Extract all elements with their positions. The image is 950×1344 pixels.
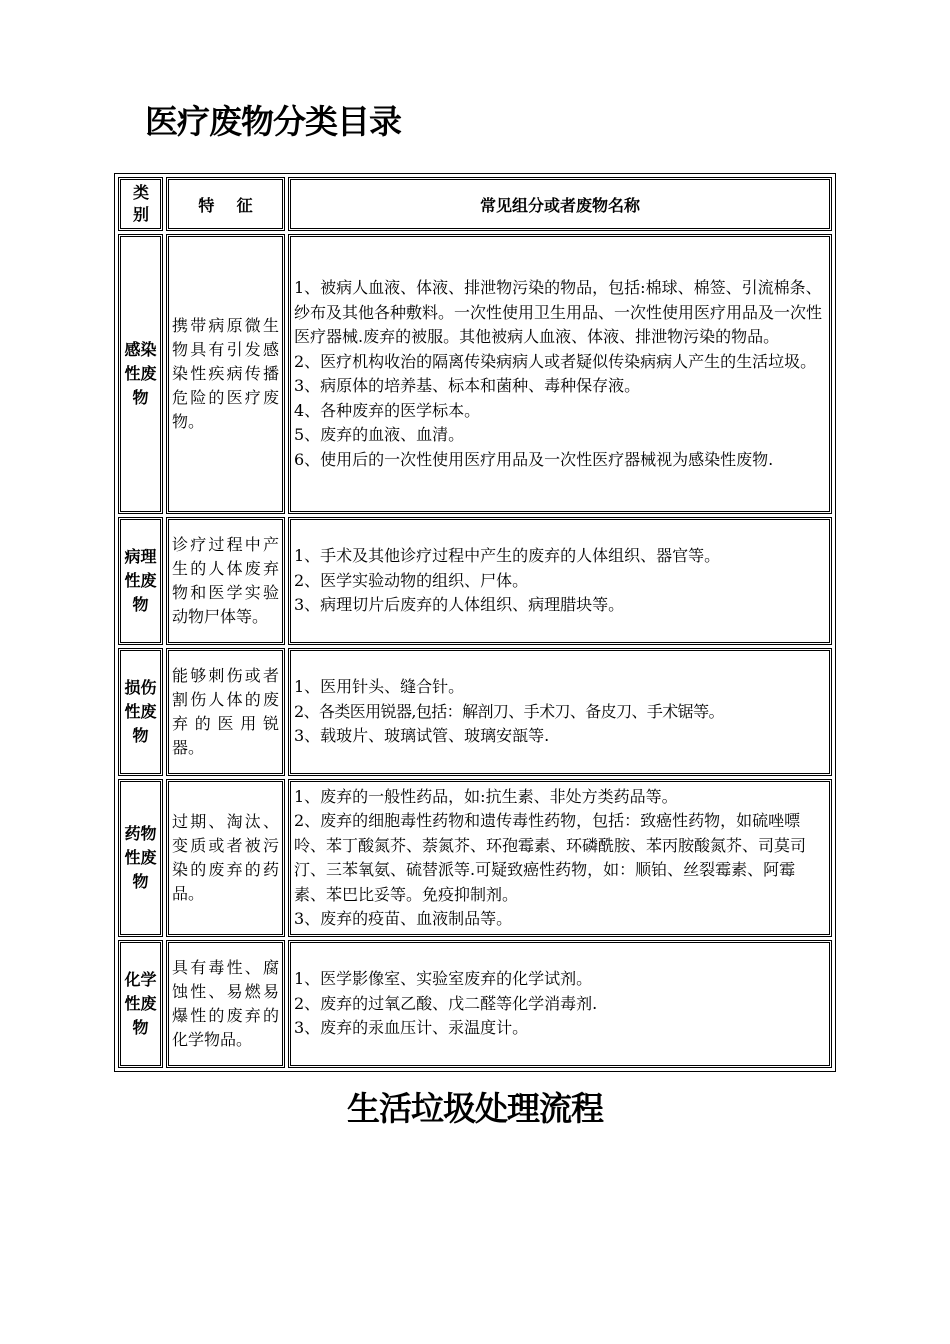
list-item: 6、使用后的一次性使用医疗用品及一次性医疗器械视为感染性废物. xyxy=(294,449,774,469)
row-feature: 携带病原微生物具有引发感染性疾病传播危险的医疗废物。 xyxy=(166,234,285,514)
header-feature: 特 征 xyxy=(166,177,285,231)
row-items xyxy=(288,234,832,514)
list-item: 1、医用针头、缝合针。 xyxy=(294,677,465,697)
row-category: 损伤性废物 xyxy=(118,648,163,776)
row-items xyxy=(288,940,832,1068)
row-feature: 能够刺伤或者割伤人体的废弃的医用锐器。 xyxy=(166,648,285,776)
row-category: 病理性废物 xyxy=(118,517,163,645)
header-components: 常见组分或者废物名称 xyxy=(288,177,832,231)
list-item: 2、废弃的细胞毒性药物和遗传毒性药物，包括：致癌性药物，如硫唑嘌呤、苯丁酸氮芥、萘氮芥、环孢霉素、环磷酰胺、苯丙胺酸氮芥、司莫司汀、三苯氧氨、硫替派等.可疑致癌性药物，如：顺铂、丝裂霉素、阿霉素、苯巴比妥等。免疫抑制剂。 xyxy=(294,811,807,904)
table-row xyxy=(118,234,832,514)
list-item: 3、废弃的汞血压计、汞温度计。 xyxy=(294,1018,529,1038)
list-item: 3、病理切片后废弃的人体组织、病理腊块等。 xyxy=(294,595,625,615)
list-item: 2、各类医用锐器,包括：解剖刀、手术刀、备皮刀、手术锯等。 xyxy=(294,701,724,721)
list-item: 2、医疗机构收治的隔离传染病病人或者疑似传染病病人产生的生活垃圾。 xyxy=(294,351,817,371)
row-feature: 过期、淘汰、变质或者被污染的废弃的药品。 xyxy=(166,779,285,937)
list-item: 1、废弃的一般性药品，如:抗生素、非处方类药品等。 xyxy=(294,786,678,806)
row-category: 感染性废物 xyxy=(118,234,163,514)
table-header-row xyxy=(118,177,832,231)
list-item: 1、医学影像室、实验室废弃的化学试剂。 xyxy=(294,969,593,989)
list-item: 3、废弃的疫苗、血液制品等。 xyxy=(294,909,513,928)
medical-waste-catalog-table xyxy=(114,173,836,1072)
table-row xyxy=(118,648,832,776)
list-item: 2、医学实验动物的组织、尸体。 xyxy=(294,570,529,590)
row-items xyxy=(288,648,832,776)
list-item: 1、手术及其他诊疗过程中产生的废弃的人体组织、器官等。 xyxy=(294,546,721,566)
table-row xyxy=(118,940,832,1068)
list-item: 1、被病人血液、体液、排泄物污染的物品，包括:棉球、棉签、引流棉条、纱布及其他各种敷料。一次性使用卫生用品、一次性使用医疗用品及一次性医疗器械.废弃的被服。其他被病人血液、体液、排泄物污染的物品。 xyxy=(294,278,823,346)
list-item: 5、废弃的血液、血清。 xyxy=(294,425,465,444)
table-row xyxy=(118,779,832,937)
row-items xyxy=(288,779,832,937)
list-item: 4、各种废弃的医学标本。 xyxy=(294,400,481,420)
row-items xyxy=(288,517,832,645)
page-title: 医疗废物分类目录 xyxy=(145,102,401,141)
row-feature: 诊疗过程中产生的人体废弃物和医学实验动物尸体等。 xyxy=(166,517,285,645)
row-category: 化学性废物 xyxy=(118,940,163,1068)
list-item: 3、载玻片、玻璃试管、玻璃安瓿等. xyxy=(294,726,550,746)
row-feature: 具有毒性、腐蚀性、易燃易爆性的废弃的化学物品。 xyxy=(166,940,285,1068)
row-category: 药物性废物 xyxy=(118,779,163,937)
list-item: 3、病原体的培养基、标本和菌种、毒种保存液。 xyxy=(294,376,641,395)
header-category: 类别 xyxy=(118,177,163,231)
table-row xyxy=(118,517,832,645)
section-title: 生活垃圾处理流程 xyxy=(347,1089,603,1128)
list-item: 2、废弃的过氧乙酸、戊二醛等化学消毒剂. xyxy=(294,993,598,1013)
